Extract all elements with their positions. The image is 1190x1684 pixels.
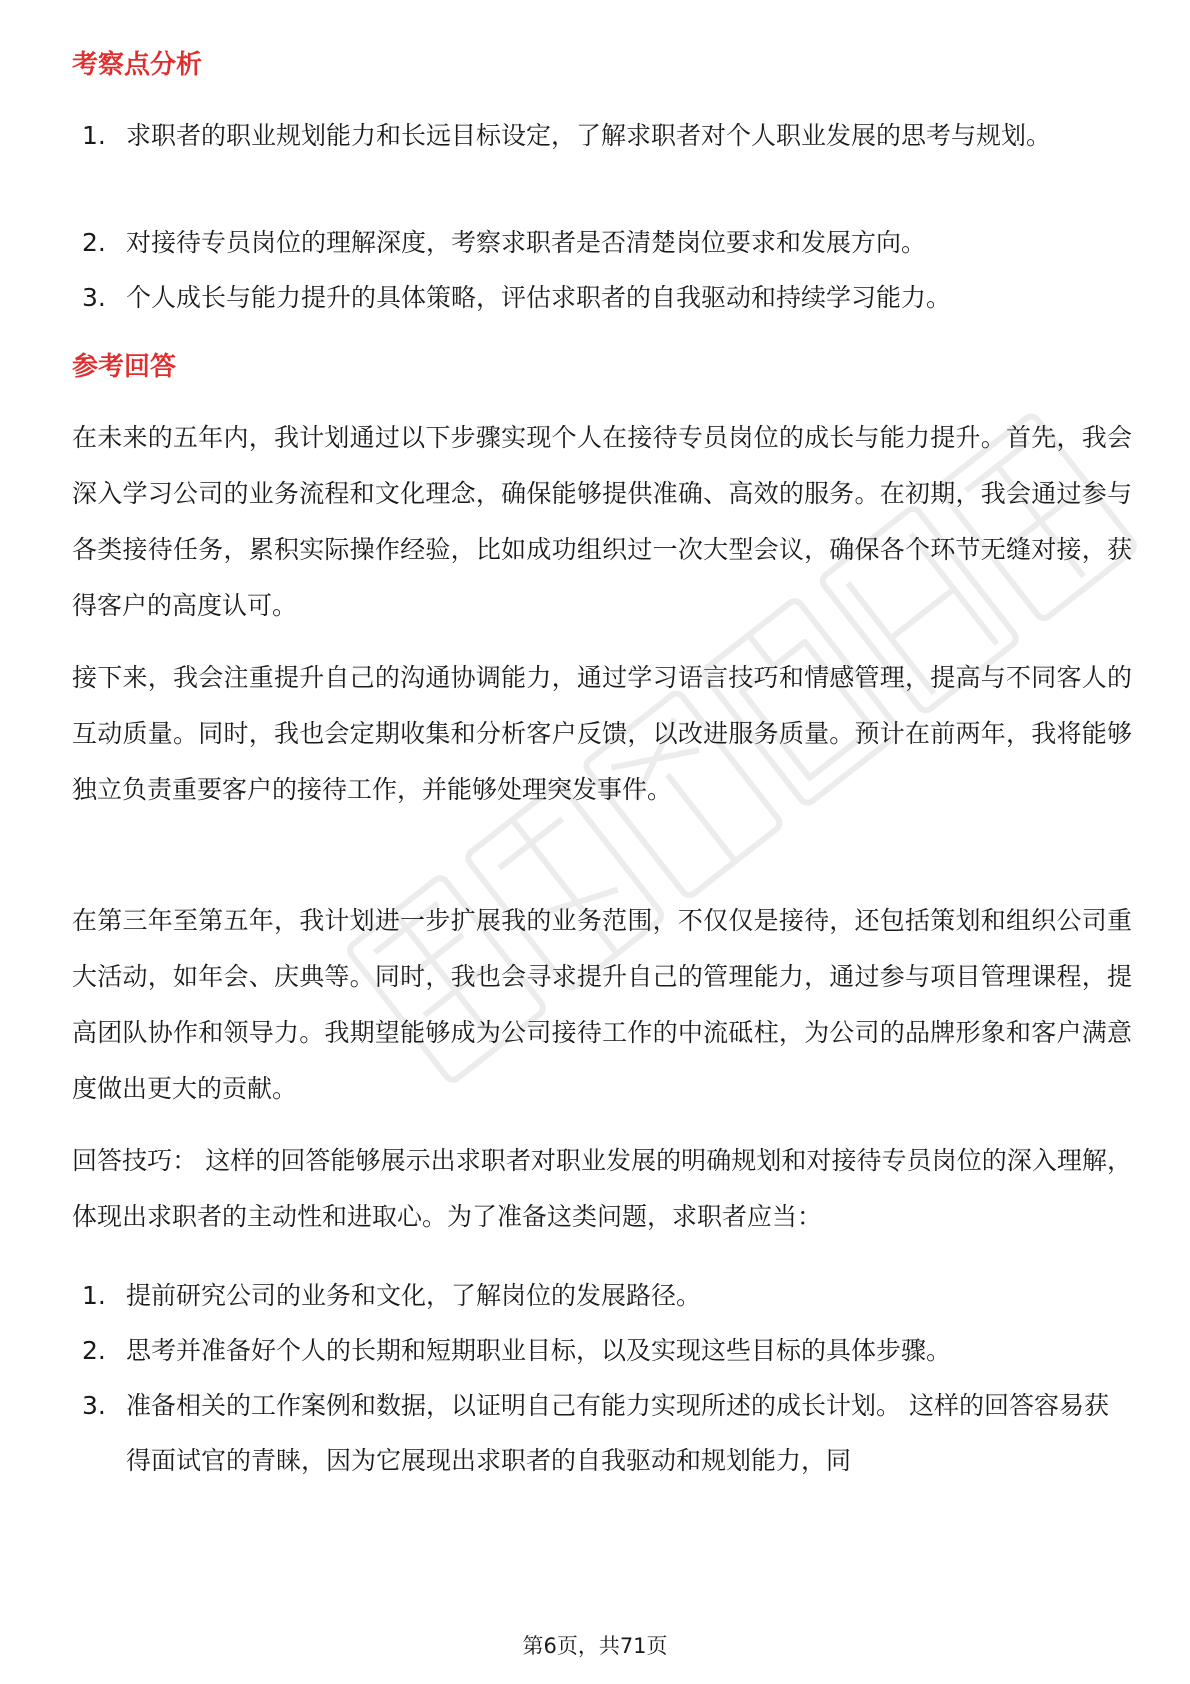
- list-number: 1.: [82, 121, 106, 150]
- list-number: 3.: [82, 283, 106, 312]
- list-item: [82, 1378, 1122, 1488]
- list-number: 2.: [82, 1336, 106, 1365]
- answer-tips-paragraph: 回答技巧： 这样的回答能够展示出求职者对职业发展的明确规划和对接待专员岗位的深入理解，体现出求职者的主动性和进取心。为了准备这类问题，求职者应当：: [72, 1146, 1132, 1231]
- answer-paragraph: 接下来，我会注重提升自己的沟通协调能力，通过学习语言技巧和情感管理，提高与不同客人的互动质量。同时，我也会定期收集和分析客户反馈，以改进服务质量。预计在前两年，我将能够独立负责重要客户的接待工作，并能够处理突发事件。: [72, 663, 1132, 804]
- list-text: 提前研究公司的业务和文化，了解岗位的发展路径。: [126, 1281, 702, 1310]
- list-number: 2.: [82, 228, 106, 257]
- list-number: 1.: [82, 1281, 106, 1310]
- list-item: [82, 1268, 1122, 1323]
- list-number: 3.: [82, 1391, 106, 1420]
- answer-paragraph: 在未来的五年内，我计划通过以下步骤实现个人在接待专员岗位的成长与能力提升。首先，我会深入学习公司的业务流程和文化理念，确保能够提供准确、高效的服务。在初期，我会通过参与各类接待任务，累积实际操作经验，比如成功组织过一次大型会议，确保各个环节无缝对接，获得客户的高度认可。: [72, 423, 1132, 620]
- list-item: [82, 215, 1122, 270]
- section-heading-reference-answer: 参考回答: [72, 352, 177, 382]
- list-text: 个人成长与能力提升的具体策略，评估求职者的自我驱动和持续学习能力。: [126, 283, 952, 312]
- list-text: 对接待专员岗位的理解深度，考察求职者是否清楚岗位要求和发展方向。: [126, 228, 927, 257]
- list-item: [82, 270, 1122, 325]
- answer-paragraph: 在第三年至第五年，我计划进一步扩展我的业务范围，不仅仅是接待，还包括策划和组织公司重大活动，如年会、庆典等。同时，我也会寻求提升自己的管理能力，通过参与项目管理课程，提高团队协作和领导力。我期望能够成为公司接待工作的中流砥柱，为公司的品牌形象和客户满意度做出更大的贡献。: [72, 906, 1132, 1103]
- page-number-footer: 第6页，共71页: [522, 1634, 668, 1658]
- list-text: 求职者的职业规划能力和长远目标设定，了解求职者对个人职业发展的思考与规划。: [126, 121, 1052, 150]
- list-text: 思考并准备好个人的长期和短期职业目标，以及实现这些目标的具体步骤。: [126, 1336, 952, 1365]
- list-text: 准备相关的工作案例和数据，以证明自己有能力实现所述的成长计划。 这样的回答容易获得面试官的青睐，因为它展现出求职者的自我驱动和规划能力，同: [126, 1391, 1109, 1475]
- list-item: [82, 108, 1122, 163]
- section-heading-analysis: 考察点分析: [72, 50, 203, 80]
- list-item: [82, 1323, 1122, 1378]
